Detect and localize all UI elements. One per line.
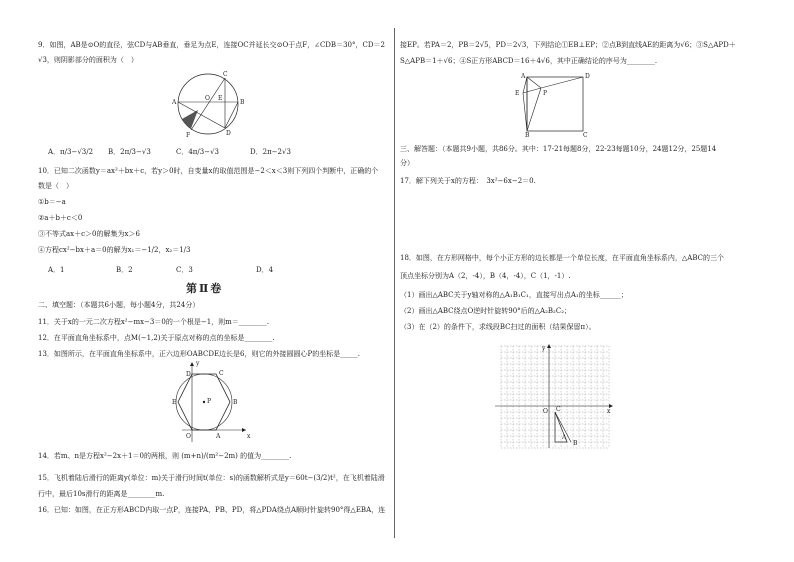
q18-line1: 18．如图，在方形网格中，每个小正方形的边长都是一个单位长度，在平面直角坐标系内，△ABC的三个 bbox=[400, 254, 724, 262]
circle-label-f: F bbox=[186, 132, 191, 139]
q10-option-b: B．2 bbox=[116, 266, 133, 274]
grid-label-b: B bbox=[573, 440, 578, 447]
q10-line2: 数是（ ） bbox=[38, 182, 73, 190]
hex-label-d: D bbox=[186, 371, 191, 378]
hex-label-a: A bbox=[216, 433, 221, 440]
hex-label-y: y bbox=[196, 360, 200, 367]
hex-label-e: E bbox=[172, 399, 177, 406]
q18-line2: 顶点坐标分别为A（2，-4），B（4，-4），C（1，-1）. bbox=[400, 272, 571, 280]
hex-label-c: C bbox=[219, 370, 224, 377]
square-label-p: P bbox=[543, 90, 548, 97]
right-column bbox=[397, 0, 794, 562]
q9-line2: √3，则阴影部分的面积为（ ） bbox=[38, 56, 138, 64]
q15-line1: 15．飞机着陆后滑行的距离y(单位：m)关于滑行时间t(单位：s)的函数解析式是y＝60t−(3/2)t²，在飞机着陆滑 bbox=[38, 474, 385, 482]
column-divider bbox=[394, 28, 395, 538]
q18-part3: （3）在（2）的条件下，求线段BC扫过的面积（结果保留π）。 bbox=[400, 323, 596, 331]
grid-label-a: A bbox=[562, 434, 567, 441]
circle-figure bbox=[172, 68, 252, 140]
hex-label-p: P bbox=[207, 398, 212, 405]
coordinate-grid-figure bbox=[495, 344, 617, 452]
circle-label-c: C bbox=[223, 71, 228, 78]
left-column bbox=[0, 0, 394, 562]
circle-label-e: E bbox=[218, 95, 223, 102]
q9-option-d: D．2π−2√3 bbox=[250, 148, 291, 156]
q18-part1: （1）画出△ABC关于y轴对称的△A₁B₁C₁，直接写出点A₁的坐标______； bbox=[400, 291, 628, 299]
fill-in-header: 二、填空题：（本题共6小题，每小题4分，共24分） bbox=[38, 301, 200, 309]
q10-option-c: C．3 bbox=[176, 266, 193, 274]
grid-label-x: x bbox=[607, 408, 611, 415]
q16-line1: 16．已知：如图，在正方形ABCD内取一点P，连接PA、PB、PD，将△PDA绕点A顺时针旋转90°得△EBA，连 bbox=[38, 506, 386, 514]
q10-statement-4: ④方程cx²−bx＋a＝0的解为x₁＝−1/2，x₂＝1/3 bbox=[38, 246, 191, 254]
circle-label-d: D bbox=[226, 130, 231, 137]
q16-line3: S△APB＝1＋√6；④S正方形ABCD＝16＋4√6，其中正确结论的序号为________. bbox=[400, 57, 658, 65]
q12: 12．在平面直角坐标系中，点M(−1,2)关于原点对称的点的坐标是________. bbox=[38, 334, 275, 342]
q9-option-c: C．4π/3−√3 bbox=[176, 148, 220, 156]
q10-line1: 10．已知二次函数y＝ax²＋bx＋c，若y＞0时，自变量x的取值范围是−2＜x＜3则下列四个判断中，正确的个 bbox=[38, 167, 379, 175]
q14: 14．若m、n是方程x²−2x＋1＝0的两根，则 (m+n)/(m²−2m) 的值为________. bbox=[38, 452, 292, 460]
circle-label-b: B bbox=[240, 99, 245, 106]
q18-part2: （2）画出△ABC绕点O逆时针旋转90°后的△A₂B₂C₂； bbox=[400, 307, 572, 315]
q15-line2: 行中，最后10s滑行的距离是________m. bbox=[38, 490, 165, 498]
q10-option-d: D．4 bbox=[256, 266, 274, 274]
q9-line1: 9．如图，AB是⊙O的直径，弦CD与AB垂直，垂足为点E，连接OC并延长交⊙O于点F，∠CDB＝30°，CD＝2 bbox=[38, 41, 385, 49]
hexagon-figure bbox=[172, 360, 252, 444]
q11: 11．关于x的一元二次方程x²−mx−3＝0的一个根是−1，则m＝________. bbox=[38, 318, 270, 326]
q10-option-a: A．1 bbox=[48, 266, 65, 274]
q9-option-a: A．π/3−√3/2 bbox=[48, 148, 94, 156]
square-label-b: B bbox=[525, 132, 530, 139]
q17: 17．解下列关于x的方程： 3x²−6x−2＝0. bbox=[400, 177, 536, 185]
section-title: 第Ⅱ卷 bbox=[186, 282, 224, 295]
circle-label-a: A bbox=[172, 99, 177, 106]
solve-header-line2: 分） bbox=[400, 159, 414, 167]
square-label-a: A bbox=[521, 73, 526, 80]
solve-header-line1: 三、解答题：（本题共9小题，共86分。其中：17-21每题8分，22-23每题10分，24题12分，25题14 bbox=[400, 145, 717, 153]
q10-statement-3: ③不等式ax＋c＞0的解集为x＞6 bbox=[38, 230, 140, 238]
square-label-d: D bbox=[585, 73, 590, 80]
q10-statement-2: ②a＋b＋c＜0 bbox=[38, 214, 83, 222]
q9-option-b: B．2π/3−√3 bbox=[108, 148, 151, 156]
circle-label-o: O bbox=[205, 95, 210, 102]
grid-label-c: C bbox=[556, 406, 561, 413]
hex-label-b: B bbox=[233, 399, 238, 406]
grid-label-y: y bbox=[542, 345, 546, 352]
square-label-c: C bbox=[583, 132, 588, 139]
hex-label-x: x bbox=[247, 433, 251, 440]
square-label-e: E bbox=[515, 90, 520, 97]
q13: 13．如图所示，在平面直角坐标系中，正六边形OABCDE边长是6，则它的外接圆圆心P的坐标是_____. bbox=[38, 350, 360, 358]
hex-label-o: O bbox=[186, 433, 191, 440]
q10-statement-1: ①b＝−a bbox=[38, 198, 66, 206]
square-figure bbox=[511, 71, 591, 137]
grid-label-o: O bbox=[543, 408, 548, 415]
q16-line2: 接EP。若PA＝2，PB＝2√5，PD＝2√3，下列结论①EB⊥EP；②点B到直线AE的距离为√6；③S△APD＋ bbox=[400, 41, 736, 49]
